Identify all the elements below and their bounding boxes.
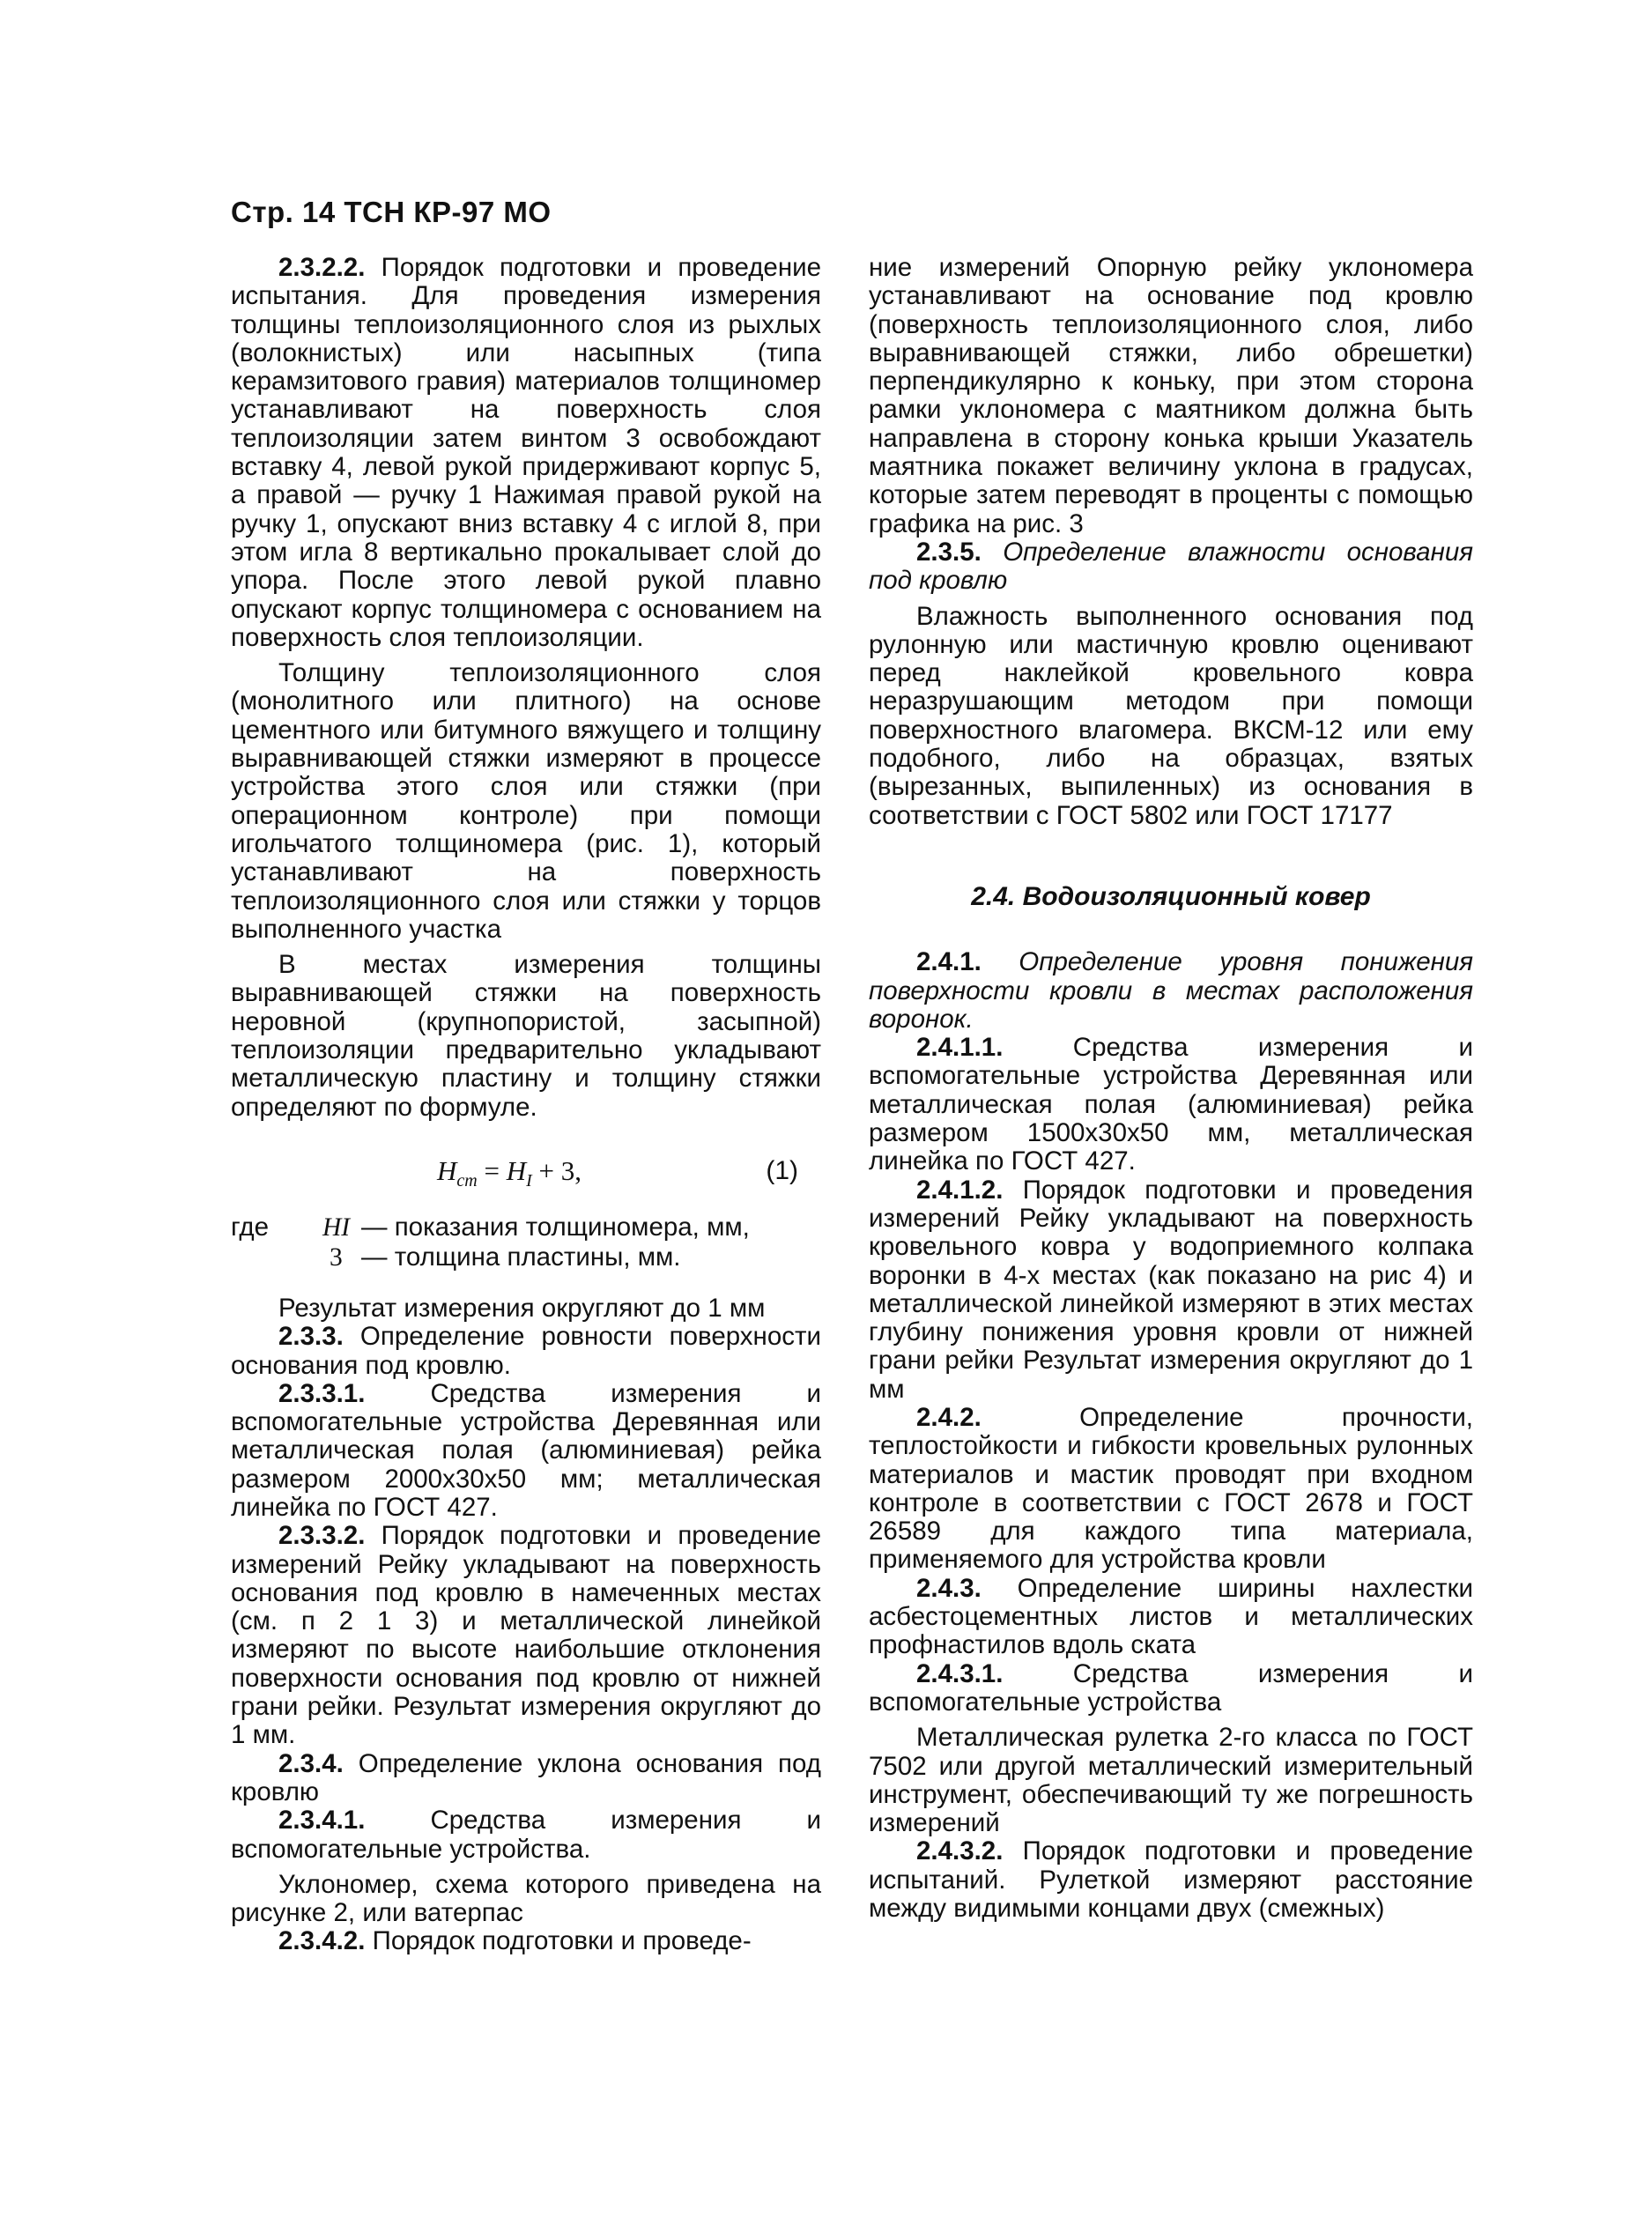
formula-expression: $H_{cm} = H_I + 3$, bbox=[437, 1154, 582, 1191]
clause-number: 2.3.4.2. bbox=[278, 1926, 366, 1956]
clause-number: 2.4.3. bbox=[916, 1573, 982, 1603]
section-heading: 2.4. Водоизоляционный ковер bbox=[971, 881, 1371, 911]
paragraph-inclinometer: Уклономер, схема которого приведена на рисунке 2, или ватерпас bbox=[231, 1869, 821, 1928]
clause-text: Определение ровности поверхности основания под кровлю. bbox=[231, 1322, 821, 1380]
clause-number: 2.3.4.1. bbox=[278, 1806, 366, 1836]
clause-number: 2.4.1.2. bbox=[916, 1175, 1004, 1205]
paragraph-2-3-4-1 bbox=[231, 1806, 821, 1864]
clause-text: Средства измерения и вспомогательные устройства. bbox=[231, 1806, 821, 1864]
paragraph-2-4-1 bbox=[869, 948, 1473, 1034]
paragraph-2-4-3-1 bbox=[869, 1660, 1473, 1717]
paragraph-2-4-2 bbox=[869, 1404, 1473, 1575]
clause-text: Определение уровня понижения поверхности кровли в местах расположения воронок. bbox=[869, 947, 1473, 1034]
clause-number: 2.3.4. bbox=[278, 1748, 344, 1778]
clause-text: Порядок подготовки и проведения измерений Рейку укладывают на поверхность кровельного ковра у водоприемного колпака воронки в 4-х местах (как показано на рис 4) и металлической линейкой измеряют в этих местах глубину понижения уровня кровли от нижней грани рейки Результат измерения округляют до 1 мм bbox=[869, 1175, 1473, 1404]
legend-variable-2: 3 bbox=[330, 1242, 343, 1272]
paragraph-2-4-1-1 bbox=[869, 1034, 1473, 1176]
clause-number: 2.3.3. bbox=[278, 1322, 344, 1352]
paragraph-2-3-3-2 bbox=[231, 1522, 821, 1749]
paragraph-2-4-3-2 bbox=[869, 1837, 1473, 1923]
clause-number: 2.4.1. bbox=[916, 947, 982, 977]
clause-text: Порядок подготовки и проведение измерений Рейку укладывают на поверхность основания под кровлю в намеченных местах (см. п 2 1 3) и металлической линейкой измеряют по высоте наибольшие отклонения поверхности основания под кровлю от нижней грани рейки. Результат измерения округляют до 1 мм. bbox=[231, 1521, 821, 1750]
clause-number: 2.3.2.2. bbox=[278, 253, 366, 282]
paragraph-2-3-2-2 bbox=[231, 254, 821, 652]
paragraph-2-3-4 bbox=[231, 1750, 821, 1807]
clause-text: Определение уклона основания под кровлю bbox=[231, 1748, 821, 1806]
clause-number: 2.4.2. bbox=[916, 1402, 982, 1432]
paragraph-2-3-3-1 bbox=[231, 1380, 821, 1522]
clause-text: Определение ширины нахлестки асбестоцементных листов и металлических профнастилов вдоль ската bbox=[869, 1573, 1473, 1660]
paragraph-2-4-3 bbox=[869, 1575, 1473, 1660]
right-column bbox=[869, 254, 1473, 1923]
paragraph-2-4-1-2 bbox=[869, 1176, 1473, 1404]
paragraph-2-3-4-2 bbox=[231, 1927, 821, 1955]
clause-text: Определение влажности основания под кровлю bbox=[869, 537, 1473, 596]
paragraph-continuation: ние измерений Опорную рейку уклономера устанавливают на основание под кровлю (поверхность теплоизоляционного слоя, либо выравнивающей стяжки, либо обрешетки) перпендикулярно к коньку, при этом сторона рамки уклономера с маятником должна быть направлена в сторону конька крыши Указатель маятника покажет величину уклона в градусах, которые затем переводят в проценты с помощью графика на рис. 3 bbox=[869, 253, 1473, 538]
legend-label: где bbox=[231, 1212, 270, 1242]
paragraph-thickness: Толщину теплоизоляционного слоя (монолитного или плитного) на основе цементного или битумного вяжущего и толщину выравнивающей стяжки измеряют в процессе устройства этого слоя или стяжки (при операционном контроле) при помощи игольчатого толщиномера (рис. 1), который устанавливают на поверхность теплоизоляционного слоя или стяжки у торцов выполненного участка bbox=[231, 658, 821, 944]
formula-number: (1) bbox=[766, 1155, 798, 1185]
legend-variable-1: HI bbox=[322, 1213, 351, 1242]
clause-number: 2.4.3.2. bbox=[916, 1836, 1004, 1866]
paragraph-screed: В местах измерения толщины выравнивающей стяжки на поверхность неровной (крупнопористой, засыпной) теплоизоляции предварительно укладывают металлическую пластину и толщину стяжки определяют по формуле. bbox=[231, 950, 821, 1122]
paragraph-tape-measure: Металлическая рулетка 2-го класса по ГОСТ 7502 или другой металлический измерительный инструмент, обеспечивающий ту же погрешность измерений bbox=[869, 1723, 1473, 1838]
clause-number: 2.4.3.1. bbox=[916, 1658, 1004, 1688]
paragraph-2-3-3 bbox=[231, 1323, 821, 1380]
clause-text: Средства измерения и вспомогательные устройства bbox=[869, 1658, 1473, 1717]
page-header: Стр. 14 ТСН КР-97 МО bbox=[231, 196, 552, 228]
formula-1 bbox=[231, 1148, 821, 1201]
paragraph-2-3-5 bbox=[869, 538, 1473, 596]
paragraph-result: Результат измерения округляют до 1 мм bbox=[278, 1293, 766, 1323]
left-column bbox=[231, 254, 821, 1956]
clause-text: Порядок подготовки и проведе- bbox=[365, 1926, 752, 1956]
clause-number: 2.3.3.1. bbox=[278, 1378, 366, 1408]
clause-text: Средства измерения и вспомогательные устройства Деревянная или металлическая полая (алюминиевая) рейка размером 1500х30х50 мм, металлическая линейка по ГОСТ 427. bbox=[869, 1033, 1473, 1176]
formula-legend bbox=[231, 1213, 821, 1277]
clause-text: Порядок подготовки и проведение испытания. Для проведения измерения толщины теплоизоляционного слоя из рыхлых (волокнистых) или насыпных (типа керамзитового гравия) материалов толщиномер устанавливают на поверхность слоя теплоизоляции затем винтом 3 освобождают вставку 4, левой рукой придерживают корпус 5, а правой — ручку 1 Нажимая правой рукой на ручку 1, опускают вниз вставку 4 с иглой 8, при этом игла 8 вертикально прокалывает слой до упора. После этого левой рукой плавно опускают корпус толщиномера с основанием на поверхность слоя теплоизоляции. bbox=[231, 253, 821, 652]
clause-number: 2.3.3.2. bbox=[278, 1521, 366, 1551]
clause-number: 2.3.5. bbox=[916, 537, 982, 567]
clause-text: Порядок подготовки и проведение испытаний. Рулеткой измеряют расстояние между видимыми концами двух (смежных) bbox=[869, 1836, 1473, 1924]
clause-text: Средства измерения и вспомогательные устройства Деревянная или металлическая полая (алюминиевая) рейка размером 2000х30х50 мм; металлическая линейка по ГОСТ 427. bbox=[231, 1378, 821, 1522]
legend-text-1: — показания толщиномера, мм, bbox=[361, 1212, 750, 1242]
clause-text: Определение прочности, теплостойкости и гибкости кровельных рулонных материалов и мастик проводят при входном контроле в соответствии с ГОСТ 2678 и ГОСТ 26589 для каждого типа материала, применяемого для устройства кровли bbox=[869, 1402, 1473, 1575]
clause-number: 2.4.1.1. bbox=[916, 1033, 1004, 1063]
legend-text-2: — толщина пластины, мм. bbox=[361, 1242, 681, 1272]
paragraph-moisture: Влажность выполненного основания под рулонную или мастичную кровлю оценивают перед наклейкой кровельного ковра неразрушающим методом при помощи поверхностного влагомера. ВКСМ-12 или ему подобного, либо на образцах, взятых (вырезанных, выпиленных) из основания в соответствии с ГОСТ 5802 или ГОСТ 17177 bbox=[869, 601, 1473, 830]
